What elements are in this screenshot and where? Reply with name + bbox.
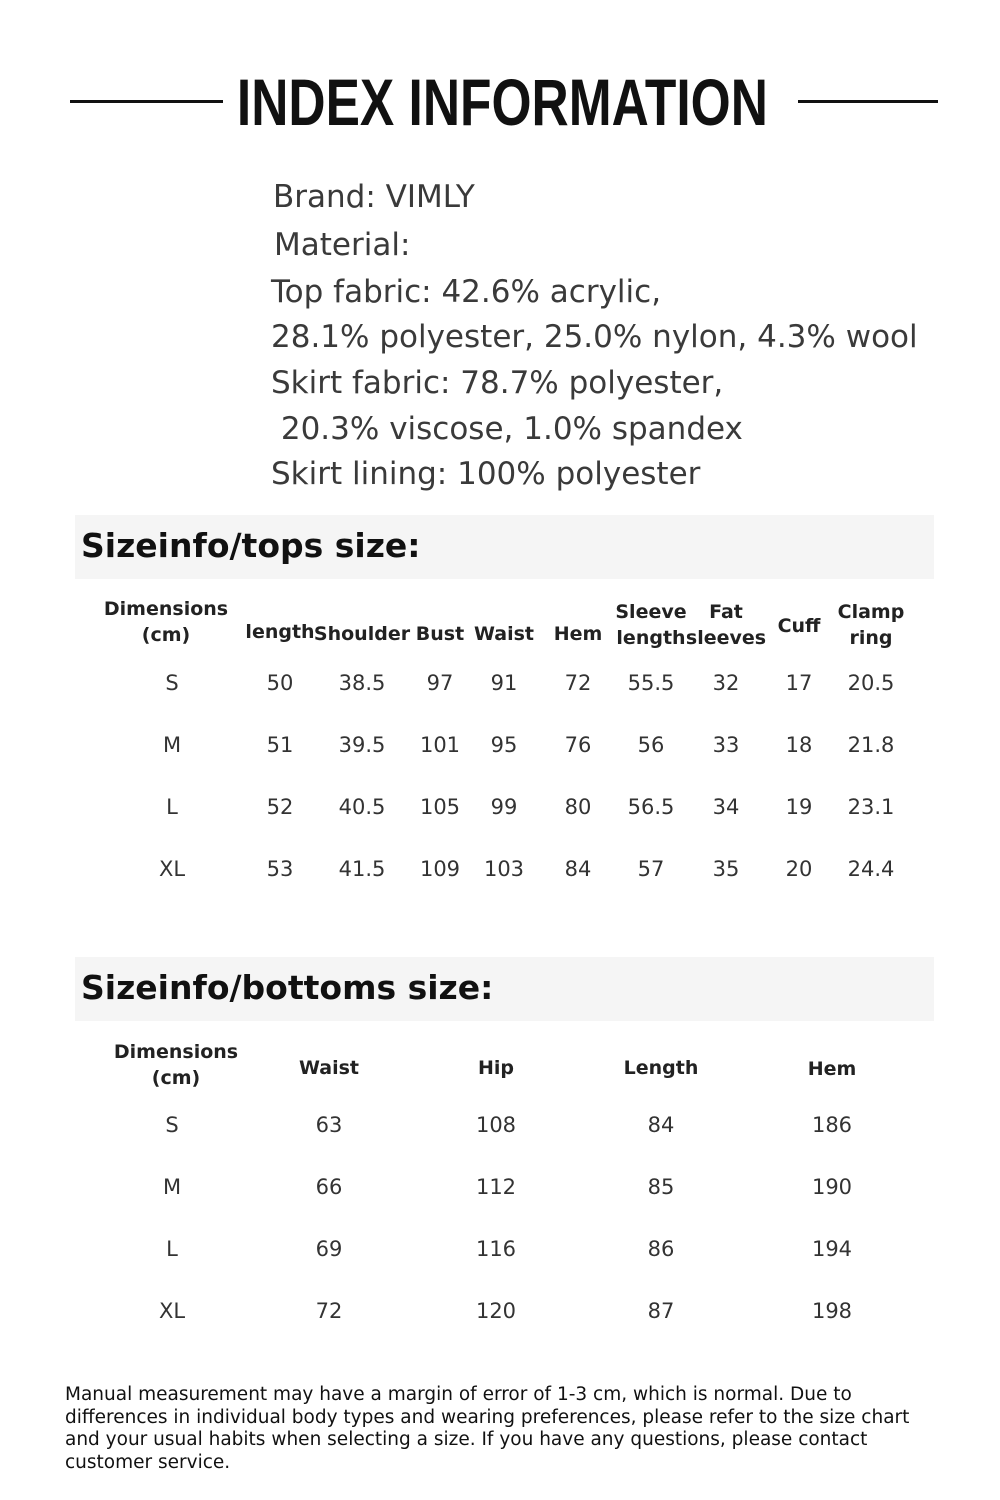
brand-line: Brand: VIMLY [273, 179, 475, 215]
skirt-fabric-line-2: 20.3% viscose, 1.0% spandex [271, 411, 743, 447]
tops-value-cell: 33 [712, 733, 740, 757]
top-fabric-line: Top fabric: 42.6% acrylic, [271, 274, 662, 310]
bottoms-value-cell: 198 [811, 1299, 853, 1323]
tops-value-cell: 56 [637, 733, 665, 757]
title-rule-right [798, 100, 938, 103]
page-title: INDEX INFORMATION [236, 65, 768, 139]
tops-value-cell: 57 [637, 857, 665, 881]
bottoms-header-cell: Waist [298, 1057, 360, 1079]
tops-header-cell: Dimensions (cm) [103, 598, 229, 646]
tops-value-cell: 101 [419, 733, 461, 757]
tops-value-cell: 95 [490, 733, 518, 757]
bottoms-value-cell: 69 [315, 1237, 343, 1261]
tops-value-cell: 35 [712, 857, 740, 881]
tops-header-cell: Clamp ring [837, 601, 905, 649]
tops-size-label: M [162, 733, 182, 757]
tops-value-cell: 21.8 [847, 733, 895, 757]
tops-value-cell: 20 [785, 857, 813, 881]
bottoms-header-cell: Hip [477, 1057, 515, 1079]
bottoms-size-label: S [165, 1113, 179, 1137]
tops-value-cell: 55.5 [627, 671, 675, 695]
bottoms-value-cell: 116 [475, 1237, 517, 1261]
skirt-lining-line: Skirt lining: 100% polyester [271, 456, 701, 492]
skirt-fabric-line: Skirt fabric: 78.7% polyester, [271, 365, 724, 401]
tops-header-cell: Hem [553, 623, 603, 645]
bottoms-value-cell: 112 [475, 1175, 517, 1199]
tops-value-cell: 17 [785, 671, 813, 695]
bottoms-header-cell: Hem [807, 1058, 857, 1080]
bottoms-value-cell: 84 [647, 1113, 675, 1137]
tops-value-cell: 51 [266, 733, 294, 757]
bottoms-value-cell: 186 [811, 1113, 853, 1137]
tops-value-cell: 109 [419, 857, 461, 881]
tops-header-cell: Sleeve length [615, 601, 687, 649]
tops-value-cell: 19 [785, 795, 813, 819]
material-label: Material: [274, 227, 411, 263]
bottoms-size-label: M [162, 1175, 182, 1199]
tops-header-cell: Cuff [777, 615, 821, 637]
bottoms-value-cell: 63 [315, 1113, 343, 1137]
bottoms-value-cell: 72 [315, 1299, 343, 1323]
tops-value-cell: 56.5 [627, 795, 675, 819]
bottoms-value-cell: 87 [647, 1299, 675, 1323]
bottoms-value-cell: 86 [647, 1237, 675, 1261]
bottoms-value-cell: 190 [811, 1175, 853, 1199]
tops-value-cell: 34 [712, 795, 740, 819]
tops-header-cell: length [245, 621, 315, 643]
tops-header-cell: Shoulder [313, 623, 411, 645]
bottoms-size-label: L [166, 1237, 178, 1261]
tops-value-cell: 50 [266, 671, 294, 695]
tops-value-cell: 40.5 [338, 795, 386, 819]
tops-value-cell: 80 [564, 795, 592, 819]
tops-header-cell: Waist [473, 623, 535, 645]
tops-value-cell: 24.4 [847, 857, 895, 881]
tops-value-cell: 99 [490, 795, 518, 819]
tops-value-cell: 53 [266, 857, 294, 881]
tops-value-cell: 52 [266, 795, 294, 819]
tops-header-cell: Bust [415, 623, 465, 645]
bottoms-section-title: Sizeinfo/bottoms size: [81, 968, 494, 1007]
tops-size-label: XL [158, 857, 186, 881]
bottoms-value-cell: 66 [315, 1175, 343, 1199]
tops-size-label: S [165, 671, 179, 695]
tops-header-cell: Fat sleeves [685, 601, 767, 649]
tops-value-cell: 72 [564, 671, 592, 695]
tops-value-cell: 20.5 [847, 671, 895, 695]
tops-value-cell: 103 [483, 857, 525, 881]
tops-value-cell: 23.1 [847, 795, 895, 819]
bottoms-header-cell: Dimensions (cm) [113, 1041, 239, 1089]
tops-value-cell: 91 [490, 671, 518, 695]
bottoms-value-cell: 108 [475, 1113, 517, 1137]
tops-value-cell: 41.5 [338, 857, 386, 881]
tops-value-cell: 105 [419, 795, 461, 819]
bottoms-value-cell: 85 [647, 1175, 675, 1199]
tops-value-cell: 97 [426, 671, 454, 695]
tops-value-cell: 76 [564, 733, 592, 757]
bottoms-value-cell: 194 [811, 1237, 853, 1261]
tops-value-cell: 18 [785, 733, 813, 757]
tops-value-cell: 38.5 [338, 671, 386, 695]
tops-value-cell: 32 [712, 671, 740, 695]
measurement-disclaimer: Manual measurement may have a margin of error of 1-3 cm, which is normal. Due to differences in individual body types and wearing preferences, please refer to the size chart and your usual habits when selecting a size. If you have any questions, please contact customer service. [65, 1384, 910, 1473]
tops-value-cell: 39.5 [338, 733, 386, 757]
bottoms-section-header [75, 957, 934, 1021]
tops-section-header [75, 515, 934, 579]
tops-size-label: L [166, 795, 178, 819]
bottoms-size-label: XL [158, 1299, 186, 1323]
bottoms-header-cell: Length [623, 1057, 699, 1079]
bottoms-value-cell: 120 [475, 1299, 517, 1323]
tops-section-title: Sizeinfo/tops size: [81, 526, 421, 565]
tops-value-cell: 84 [564, 857, 592, 881]
top-fabric-line-2: 28.1% polyester, 25.0% nylon, 4.3% wool [271, 319, 918, 355]
